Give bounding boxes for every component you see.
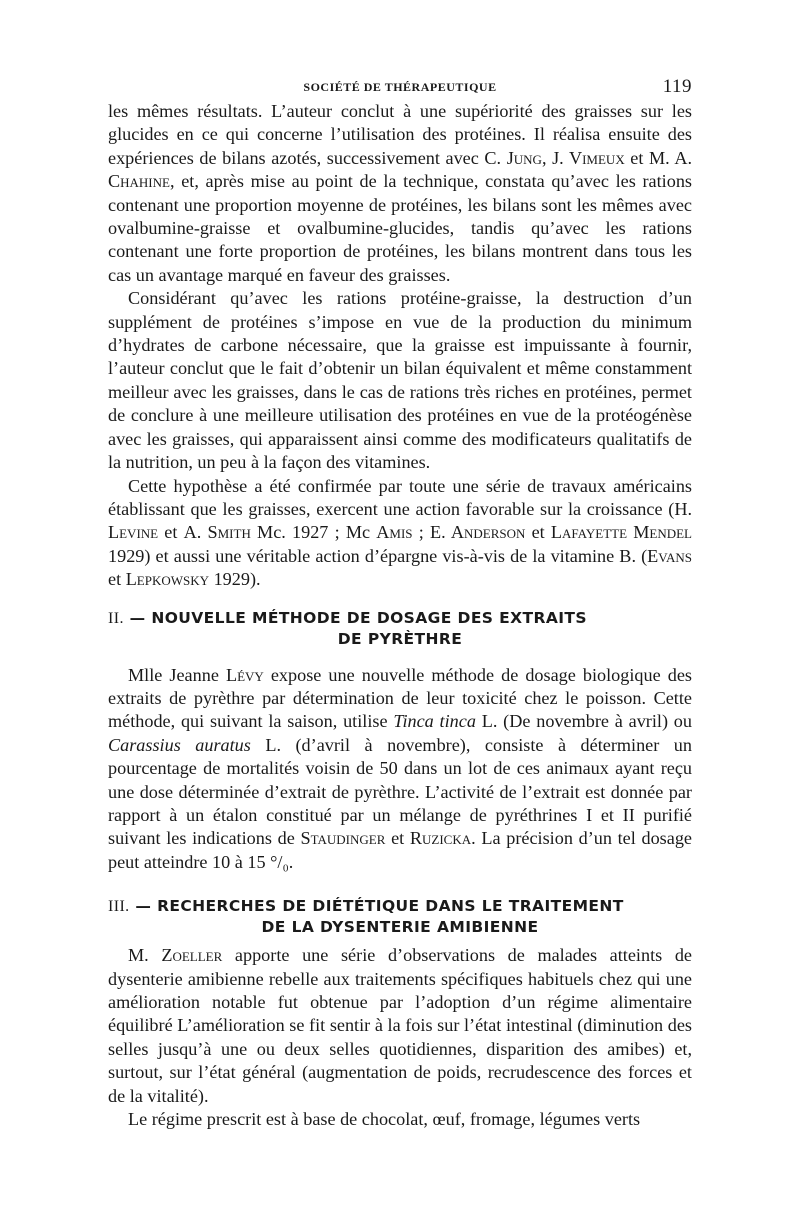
section-heading-3: III. — RECHERCHES DE DIÉTÉTIQUE DANS LE TRAITEMENT DE LA DYSENTERIE AMIBIENNE bbox=[108, 897, 624, 937]
paragraph: Mlle Jeanne Lévy expose une nouvelle méthode de dosage biologique des extraits de pyrèthre par détermination de leur toxicité chez le poisson. Cette méthode, qui suivant la saison, utilise Tinca tinca L. (De novembre à avril) ou Carassius auratus L. (d’avril à novembre), consiste à déterminer un pourcentage de mortalités voisin de 50 dans un lot de ces animaux ayant reçu une dose déterminée d’extrait de pyrèthre. L’activité de l’extrait est donnée par rapport à un étalon constitué par un mélange de pyréthrines I et II purifié suivant les indications de Staudinger et Ruzicka. La précision d’un tel dosage peut atteindre 10 à 15 °/₀. bbox=[108, 664, 692, 872]
book-page bbox=[108, 76, 692, 1131]
section-heading-2: II. — NOUVELLE MÉTHODE DE DOSAGE DES EXTRAITS DE PYRÈTHRE bbox=[108, 608, 587, 648]
paragraph: Considérant qu’avec les rations protéine-graisse, la destruction d’un supplément de protéines s’impose en vue de la production du minimum d’hydrates de carbone nécessaire, que la graisse est impuissante à fournir, l’auteur conclut que le fait d’obtenir un bilan équivalent et même constamment meilleur avec les graisses, dans le cas de rations très riches en protéines, permet de conclure à une meilleure utilisation des protéines en vue de la protéogénèse avec les graisses, qui apparaissent ainsi comme des modificateurs qualitatifs de la nutrition, un peu à la façon des vitamines. bbox=[108, 288, 692, 473]
running-header bbox=[108, 76, 692, 100]
paragraph: M. Zoeller apporte une série d’observations de malades atteints de dysenterie amibienne rebelle aux traitements spécifiques habituels chez qui une amélioration notable fut obtenue par l’adoption d’un régime alimentaire équilibré L’amélioration se fit sentir à la fois sur l’état intestinal (diminution des selles jusqu’à une ou deux selles quotidiennes, disparition des amibes) et, surtout, sur l’état général (augmentation de poids, recrudescence des forces et de la vitalité). bbox=[108, 945, 692, 1106]
page-number: 119 bbox=[662, 76, 692, 97]
paragraph: les mêmes résultats. L’auteur conclut à une supériorité des graisses sur les glucides en ce qui concerne l’utilisation des protéines. Il réalisa ensuite des expériences de bilans azotés, successivement avec C. Jung, J. Vimeux et M. A. Chahine, et, après mise au point de la technique, constata qu’avec les rations contenant une proportion moyenne de protéines, les bilans sont les mêmes avec ovalbumine-graisse et ovalbumine-glucides, tandis qu’avec les rations contenant une forte proportion de protéines, les bilans montrent dans tous les cas un avantage marqué en faveur des graisses. bbox=[108, 101, 692, 285]
running-title: SOCIÉTÉ DE THÉRAPEUTIQUE bbox=[303, 80, 497, 94]
paragraph: Le régime prescrit est à base de chocolat, œuf, fromage, légumes verts bbox=[128, 1109, 641, 1130]
paragraph: Cette hypothèse a été confirmée par toute une série de travaux américains établissant que les graisses, exercent une action favorable sur la croissance (H. Levine et A. Smith Mc. 1927 ; Mc Amis ; E. Anderson et Lafayette Mendel 1929) et aussi une véritable action d’épargne vis-à-vis de la vitamine B. (Evans et Lepkowsky 1929). bbox=[108, 475, 692, 590]
